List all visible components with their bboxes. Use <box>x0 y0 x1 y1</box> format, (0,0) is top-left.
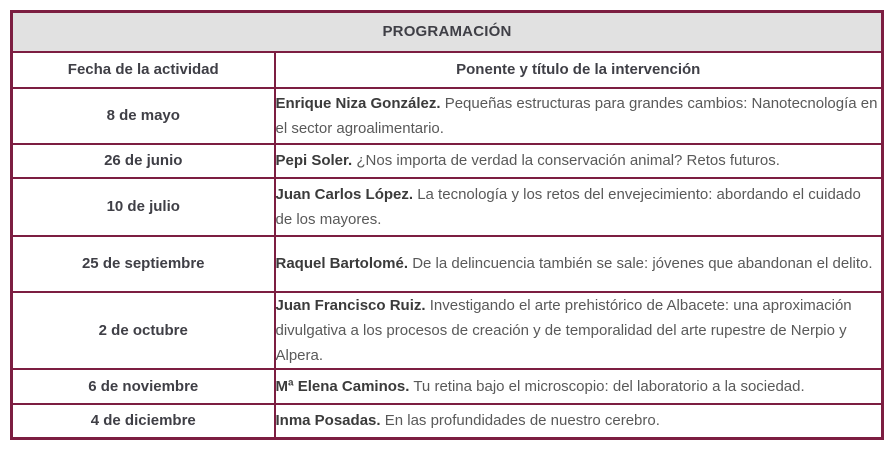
column-header-date: Fecha de la actividad <box>12 52 275 88</box>
activity-date: 6 de noviembre <box>12 369 275 404</box>
talk-title: En las profundidades de nuestro cerebro. <box>384 412 660 430</box>
activity-date: 10 de julio <box>12 178 275 236</box>
talk-title: Tu retina bajo el microscopio: del laboratorio a la sociedad. <box>413 377 805 395</box>
speaker-name: Juan Francisco Ruiz. <box>275 296 426 314</box>
activity-date: 25 de septiembre <box>12 236 275 292</box>
activity-description <box>275 292 883 369</box>
activity-date: 26 de junio <box>12 144 275 178</box>
talk-title: Pequeñas estructuras para grandes cambios: Nanotecnología en el sector agroalimentario. <box>275 94 878 137</box>
activity-description <box>275 178 883 236</box>
programacion-table <box>10 10 884 440</box>
speaker-name: Enrique Niza González. <box>275 94 441 112</box>
talk-title: Investigando el arte prehistórico de Albacete: una aproximación divulgativa a los procesos de creación y de temporalidad del arte rupestre de Nerpio y Alpera. <box>275 296 852 364</box>
speaker-name: Juan Carlos López. <box>275 185 414 203</box>
table-row <box>12 236 883 292</box>
table-row <box>12 404 883 439</box>
table-row <box>12 178 883 236</box>
talk-title: ¿Nos importa de verdad la conservación animal? Retos futuros. <box>356 152 780 169</box>
activity-description <box>275 144 883 178</box>
talk-title: De la delincuencia también se sale: jóvenes que abandonan el delito. <box>412 255 873 272</box>
table-row <box>12 144 883 178</box>
table-row <box>12 292 883 369</box>
speaker-name: Pepi Soler. <box>275 152 353 169</box>
table-row <box>12 88 883 144</box>
speaker-name: Mª Elena Caminos. <box>275 377 410 395</box>
speaker-name: Inma Posadas. <box>275 412 381 430</box>
talk-title: La tecnología y los retos del envejecimiento: abordando el cuidado de los mayores. <box>275 185 861 228</box>
column-header-speaker: Ponente y título de la intervención <box>275 52 883 88</box>
column-header-row <box>12 52 883 88</box>
activity-date: 8 de mayo <box>12 88 275 144</box>
activity-description <box>275 236 883 292</box>
speaker-name: Raquel Bartolomé. <box>275 255 409 272</box>
table-title: PROGRAMACIÓN <box>12 12 883 52</box>
activity-date: 2 de octubre <box>12 292 275 369</box>
table-row <box>12 369 883 404</box>
activity-description <box>275 404 883 439</box>
table-title-row <box>12 12 883 52</box>
activity-date: 4 de diciembre <box>12 404 275 439</box>
activity-description <box>275 88 883 144</box>
activity-description <box>275 369 883 404</box>
